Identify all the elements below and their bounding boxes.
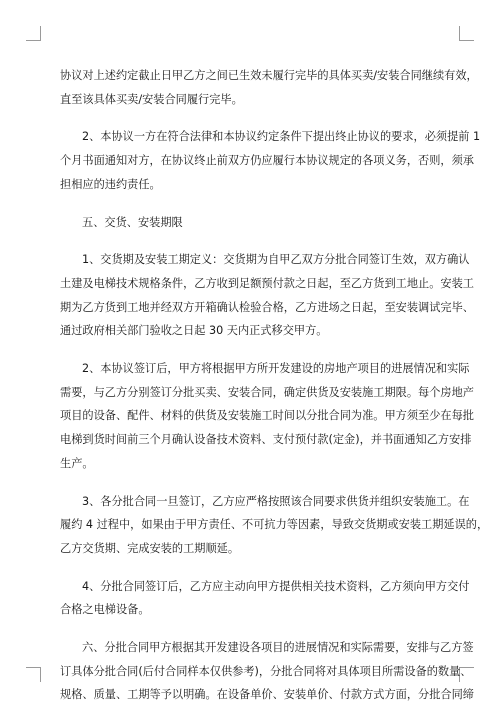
text-line: 通过政府相关部门验收之日起 30 天内正式移交甲方。 [60,324,328,338]
text-line: 担相应的违约责任。 [60,177,161,191]
text-line: 电梯到货时间前三个月确认设备技术资料、支付预付款(定金)，并书面通知乙方安排 [60,433,472,447]
text-line: 履约 4 过程中，如果由于甲方责任、不可抗力等因素，导致交货期或安装工期延误的， [60,518,489,532]
text-line: 乙方交货期、完成安装的工期顺延。 [60,541,240,555]
text-line: 五、交货、安装期限 [82,215,183,229]
text-line: 生产。 [60,456,94,470]
crop-mark-top-left [26,26,41,41]
text-line: 4、分批合同签订后，乙方应主动向甲方提供相关技术资料，乙方须向甲方交付 [82,579,470,593]
text-line: 需要，与乙方分别签订分批买卖、安装合同，确定供货及安装施工期限。每个房地产 [60,385,474,399]
text-line: 订具体分批合同(后付合同样本仅供参考)，分批合同将对具体项目所需设备的数量、 [60,664,472,678]
text-line: 1、交货期及安装工期定义：交货期为自甲乙双方分批合同签订生效，双方确认 [82,253,470,267]
text-line: 个月书面通知对方，在协议终止前双方仍应履行本协议规定的各项义务，否则，须承 [60,154,474,168]
text-line: 3、各分批合同一旦签订，乙方应严格按照该合同要求供货并组织安装施工。在 [82,494,470,508]
text-line: 土建及电梯技术规格条件，乙方收到足额预付款之日起，至乙方货到工地止。安装工 [60,276,474,290]
paragraph [60,575,470,622]
text-line: 项目的设备、配件、材料的供货及安装施工时间以分批合同为准。甲方须至少在每批 [60,409,474,423]
text-line: 协议对上述约定截止日甲乙方之间已生效未履行完毕的具体买卖/安装合同继续有效， [60,69,478,82]
crop-mark-bottom-left [26,667,41,682]
paragraph [60,357,474,476]
paragraph [60,211,444,235]
text-line: 期为乙方货到工地并经双方开箱确认检验合格，乙方进场之日起，至安装调试完毕、 [60,300,474,314]
text-line: 2、本协议一方在符合法律和本协议约定条件下提出终止协议的要求，必须提前 1 [82,130,481,144]
paragraph [60,64,478,111]
text-line: 直至该具体买卖/安装合同履行完毕。 [60,92,243,106]
paragraph [60,248,474,343]
text-line: 规格、质量、工期等予以明确。在设备单价、安装单价、付款方式方面，分批合同缔 [60,688,474,702]
document-body [60,64,489,721]
text-line: 六、分批合同甲方根据其开发建设各项目的进展情况和实际需要，安排与乙方签 [82,641,474,655]
text-line: 合格之电梯设备。 [60,603,150,617]
paragraph [60,636,474,707]
text-line: 2、本协议签订后，甲方将根据甲方所开发建设的房地产项目的进展情况和实际 [82,362,470,376]
paragraph [60,490,489,561]
crop-mark-top-right [459,26,474,41]
paragraph [60,125,481,196]
